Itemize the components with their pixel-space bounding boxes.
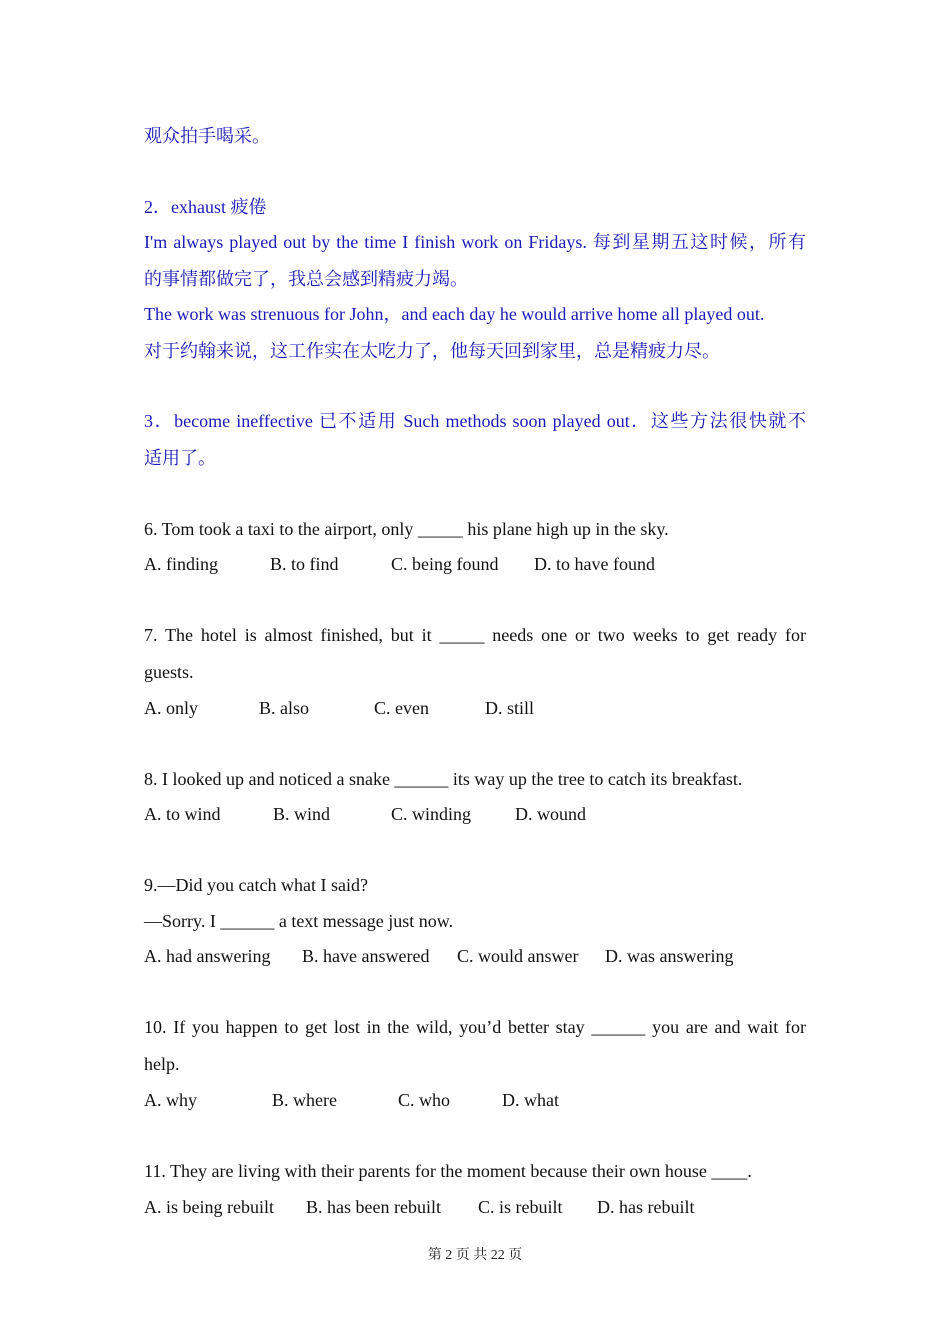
question-8-option-c: C. winding	[391, 804, 472, 824]
question-11-option-c: C. is rebuilt	[478, 1197, 563, 1217]
page-number-footer: 第 2 页 共 22 页	[427, 1248, 523, 1263]
item2-example2-line1: The work was strenuous for John，and each day he would arrive home all played out.	[144, 304, 765, 324]
question-7-option-d: D. still	[485, 698, 535, 718]
question-10-option-a: A. why	[144, 1090, 197, 1110]
question-8-option-a: A. to wind	[144, 804, 221, 824]
question-6-option-a: A. finding	[144, 554, 218, 574]
question-7-option-c: C. even	[374, 698, 429, 718]
question-11-option-b: B. has been rebuilt	[306, 1197, 441, 1217]
item2-example2-line2: 对于约翰来说，这工作实在太吃力了，他每天回到家里，总是精疲力尽。	[144, 341, 720, 361]
question-9-option-a: A. had answering	[144, 946, 271, 966]
question-6-option-d: D. to have found	[534, 554, 655, 574]
question-7-option-b: B. also	[259, 698, 310, 718]
item2-example1-line2: 的事情都做完了，我总会感到精疲力竭。	[144, 269, 468, 289]
question-9-line2: —Sorry. I ______ a text message just now.	[144, 911, 454, 931]
question-7-option-a: A. only	[144, 698, 198, 718]
question-8-option-d: D. wound	[515, 804, 586, 824]
question-6-option-c: C. being found	[391, 554, 499, 574]
item2-example1-line1: I'm always played out by the time I finish work on Fridays. 每到星期五这时候，所有	[144, 232, 806, 252]
question-7-stem-line1: 7. The hotel is almost finished, but it _____ needs one or two weeks to get ready for	[144, 625, 806, 645]
question-9-option-c: C. would answer	[457, 946, 579, 966]
question-10-option-d: D. what	[502, 1090, 559, 1110]
question-8-stem: 8. I looked up and noticed a snake ______ its way up the tree to catch its breakfast.	[144, 769, 743, 789]
question-10-stem-line1: 10. If you happen to get lost in the wild, you’d better stay ______ you are and wait for	[144, 1017, 806, 1037]
question-11-option-a: A. is being rebuilt	[144, 1197, 274, 1217]
question-9-line1: 9.—Did you catch what I said?	[144, 875, 368, 895]
question-11-stem: 11. They are living with their parents for the moment because their own house ____.	[144, 1161, 752, 1181]
question-9-option-b: B. have answered	[302, 946, 430, 966]
intro-line: 观众拍手喝采。	[144, 126, 270, 146]
item3-line1: 3．become ineffective 已不适用 Such methods soon played out．这些方法很快就不	[144, 411, 806, 431]
question-10-stem-line2: help.	[144, 1054, 180, 1074]
question-9-option-d: D. was answering	[605, 946, 734, 966]
question-10-option-c: C. who	[398, 1090, 451, 1110]
item2-heading: 2．exhaust 疲倦	[144, 197, 267, 217]
question-7-stem-line2: guests.	[144, 662, 194, 682]
question-10-option-b: B. where	[272, 1090, 337, 1110]
question-8-option-b: B. wind	[273, 804, 331, 824]
question-6-option-b: B. to find	[270, 554, 339, 574]
item3-line2: 适用了。	[144, 448, 216, 468]
question-11-option-d: D. has rebuilt	[597, 1197, 695, 1217]
question-6-stem: 6. Tom took a taxi to the airport, only _____ his plane high up in the sky.	[144, 519, 669, 539]
